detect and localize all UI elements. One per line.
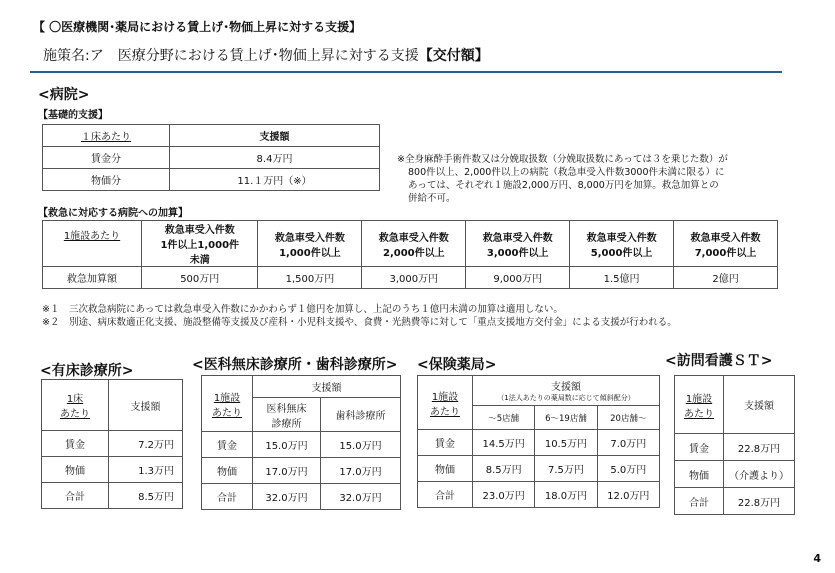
clinic-nobeds-col-dental: 歯科診療所 bbox=[320, 398, 400, 432]
emergency-value: 1.5億円 bbox=[570, 267, 674, 289]
visiting-row-label: 物価 bbox=[675, 461, 724, 488]
pharmacy-cell: 7.0万円 bbox=[597, 430, 659, 456]
basic-table-row-label: 賃金分 bbox=[43, 147, 170, 169]
hospital-note bbox=[397, 153, 792, 205]
clinic-nobeds-cell: 17.0万円 bbox=[253, 458, 321, 484]
basic-support-label: 【基礎的支援】 bbox=[38, 110, 108, 121]
page-title bbox=[43, 45, 489, 65]
emergency-table bbox=[42, 220, 778, 289]
clinic-nobeds-heading: <医科無床診療所・歯科診療所> bbox=[192, 357, 398, 373]
clinic-beds-row-value: 1.3万円 bbox=[109, 457, 183, 483]
basic-table-header-amount: 支援額 bbox=[170, 125, 380, 147]
clinic-beds-header-amount: 支援額 bbox=[109, 380, 183, 431]
clinic-beds-row-label: 賃金 bbox=[42, 431, 109, 457]
pharmacy-cell: 14.5万円 bbox=[473, 430, 535, 456]
clinic-nobeds-cell: 32.0万円 bbox=[320, 484, 400, 510]
pharmacy-header-amount: 支援額 （1法人あたりの薬局数に応じて傾斜配分） bbox=[473, 376, 660, 406]
clinic-nobeds-col-medical: 医科無床 診療所 bbox=[253, 398, 321, 432]
emergency-value: 9,000万円 bbox=[466, 267, 570, 289]
emergency-header: 救急車受入件数 1件以上1,000件 未満 bbox=[142, 221, 258, 267]
emergency-header: 救急車受入件数 1,000件以上 bbox=[258, 221, 362, 267]
clinic-nobeds-header-unit: 1施設 あたり bbox=[202, 376, 253, 432]
clinic-nobeds-cell: 32.0万円 bbox=[253, 484, 321, 510]
emergency-value: 2億円 bbox=[674, 267, 778, 289]
page-title-suffix: 【交付額】 bbox=[418, 48, 489, 64]
emergency-corner: 1施設あたり bbox=[43, 221, 142, 267]
header-breadcrumb: 【 〇医療機関･薬局における賃上げ･物価上昇に対する支援】 bbox=[33, 20, 362, 34]
clinic-beds-row-value: 7.2万円 bbox=[109, 431, 183, 457]
basic-table-row-value: 11.１万円（※） bbox=[170, 169, 380, 191]
note-line: 併給不可。 bbox=[408, 193, 456, 204]
clinic-nobeds-row-label: 賃金 bbox=[202, 432, 253, 458]
visiting-row-value: （介護より） bbox=[724, 461, 795, 488]
visiting-row-value: 22.8万円 bbox=[724, 434, 795, 461]
page-number: 4 bbox=[813, 552, 821, 565]
pharmacy-header-unit: 1施設 あたり bbox=[418, 376, 473, 430]
pharmacy-table bbox=[417, 375, 660, 508]
visiting-row-label: 賃金 bbox=[675, 434, 724, 461]
pharmacy-cell: 12.0万円 bbox=[597, 482, 659, 508]
clinic-beds-header-unit: 1床 あたり bbox=[42, 380, 109, 431]
clinic-beds-row-label: 物価 bbox=[42, 457, 109, 483]
pharmacy-cell: 7.5万円 bbox=[535, 456, 597, 482]
emergency-value: 3,000万円 bbox=[362, 267, 466, 289]
clinic-nobeds-cell: 15.0万円 bbox=[320, 432, 400, 458]
emergency-value: 500万円 bbox=[142, 267, 258, 289]
emergency-header: 救急車受入件数 2,000件以上 bbox=[362, 221, 466, 267]
pharmacy-cell: 18.0万円 bbox=[535, 482, 597, 508]
clinic-nobeds-table bbox=[201, 375, 401, 510]
title-divider bbox=[30, 71, 782, 73]
hospital-heading: <病院> bbox=[38, 87, 90, 103]
clinic-nobeds-cell: 17.0万円 bbox=[320, 458, 400, 484]
note-line: 800件以上、2,000件以上の病院（救急車受入件数3000件未満に限る）に bbox=[408, 167, 725, 178]
clinic-nobeds-header-amount: 支援額 bbox=[253, 376, 401, 398]
basic-support-table bbox=[42, 124, 380, 191]
clinic-beds-heading: <有床診療所> bbox=[40, 363, 134, 379]
emergency-label: 【救急に対応する病院への加算】 bbox=[38, 208, 188, 219]
footnote: ※１ 三次救急病院にあっては救急車受入件数にかかわらず１億円を加算し、上記のうち１億円未満の加算は適用しない。 bbox=[42, 304, 563, 315]
visiting-row-value: 22.8万円 bbox=[724, 488, 795, 515]
pharmacy-row-label: 合計 bbox=[418, 482, 473, 508]
emergency-row-label: 救急加算額 bbox=[43, 267, 142, 289]
clinic-nobeds-row-label: 物価 bbox=[202, 458, 253, 484]
pharmacy-col: ～5店舗 bbox=[473, 406, 535, 430]
clinic-beds-row-label: 合計 bbox=[42, 483, 109, 509]
clinic-nobeds-cell: 15.0万円 bbox=[253, 432, 321, 458]
pharmacy-col: 20店舗～ bbox=[597, 406, 659, 430]
note-line: あっては、それぞれ１施設2,000万円、8,000万円を加算。救急加算との bbox=[408, 180, 719, 191]
visiting-header-unit: 1施設 あたり bbox=[675, 376, 724, 434]
clinic-nobeds-row-label: 合計 bbox=[202, 484, 253, 510]
pharmacy-row-label: 物価 bbox=[418, 456, 473, 482]
emergency-value: 1,500万円 bbox=[258, 267, 362, 289]
pharmacy-heading: <保険薬局> bbox=[417, 357, 497, 373]
page-title-main: 施策名:ア 医療分野における賃上げ･物価上昇に対する支援 bbox=[43, 48, 419, 64]
basic-table-row-label: 物価分 bbox=[43, 169, 170, 191]
clinic-beds-row-value: 8.5万円 bbox=[109, 483, 183, 509]
footnote: ※２ 別途、病床数適正化支援、施設整備等支援及び産科・小児科支援や、食費・光熱費等に対して「重点支援地方交付金」による支援が行われる。 bbox=[42, 317, 677, 328]
note-line: ※全身麻酔手術件数又は分娩取扱数（分娩取扱数にあっては３を乗じた数）が bbox=[397, 154, 728, 165]
emergency-header: 救急車受入件数 5,000件以上 bbox=[570, 221, 674, 267]
emergency-header: 救急車受入件数 7,000件以上 bbox=[674, 221, 778, 267]
pharmacy-row-label: 賃金 bbox=[418, 430, 473, 456]
pharmacy-cell: 5.0万円 bbox=[597, 456, 659, 482]
visiting-header-amount: 支援額 bbox=[724, 376, 795, 434]
pharmacy-col: 6～19店舗 bbox=[535, 406, 597, 430]
visiting-table bbox=[674, 375, 795, 515]
pharmacy-cell: 8.5万円 bbox=[473, 456, 535, 482]
clinic-beds-table bbox=[41, 379, 183, 509]
pharmacy-cell: 23.0万円 bbox=[473, 482, 535, 508]
visiting-row-label: 合計 bbox=[675, 488, 724, 515]
emergency-header: 救急車受入件数 3,000件以上 bbox=[466, 221, 570, 267]
basic-table-header-unit: １床あたり bbox=[43, 125, 170, 147]
footnotes bbox=[42, 303, 822, 329]
basic-table-row-value: 8.4万円 bbox=[170, 147, 380, 169]
pharmacy-header-note: （1法人あたりの薬局数に応じて傾斜配分） bbox=[497, 394, 635, 402]
visiting-heading: <訪問看護ＳＴ> bbox=[665, 353, 773, 369]
pharmacy-cell: 10.5万円 bbox=[535, 430, 597, 456]
